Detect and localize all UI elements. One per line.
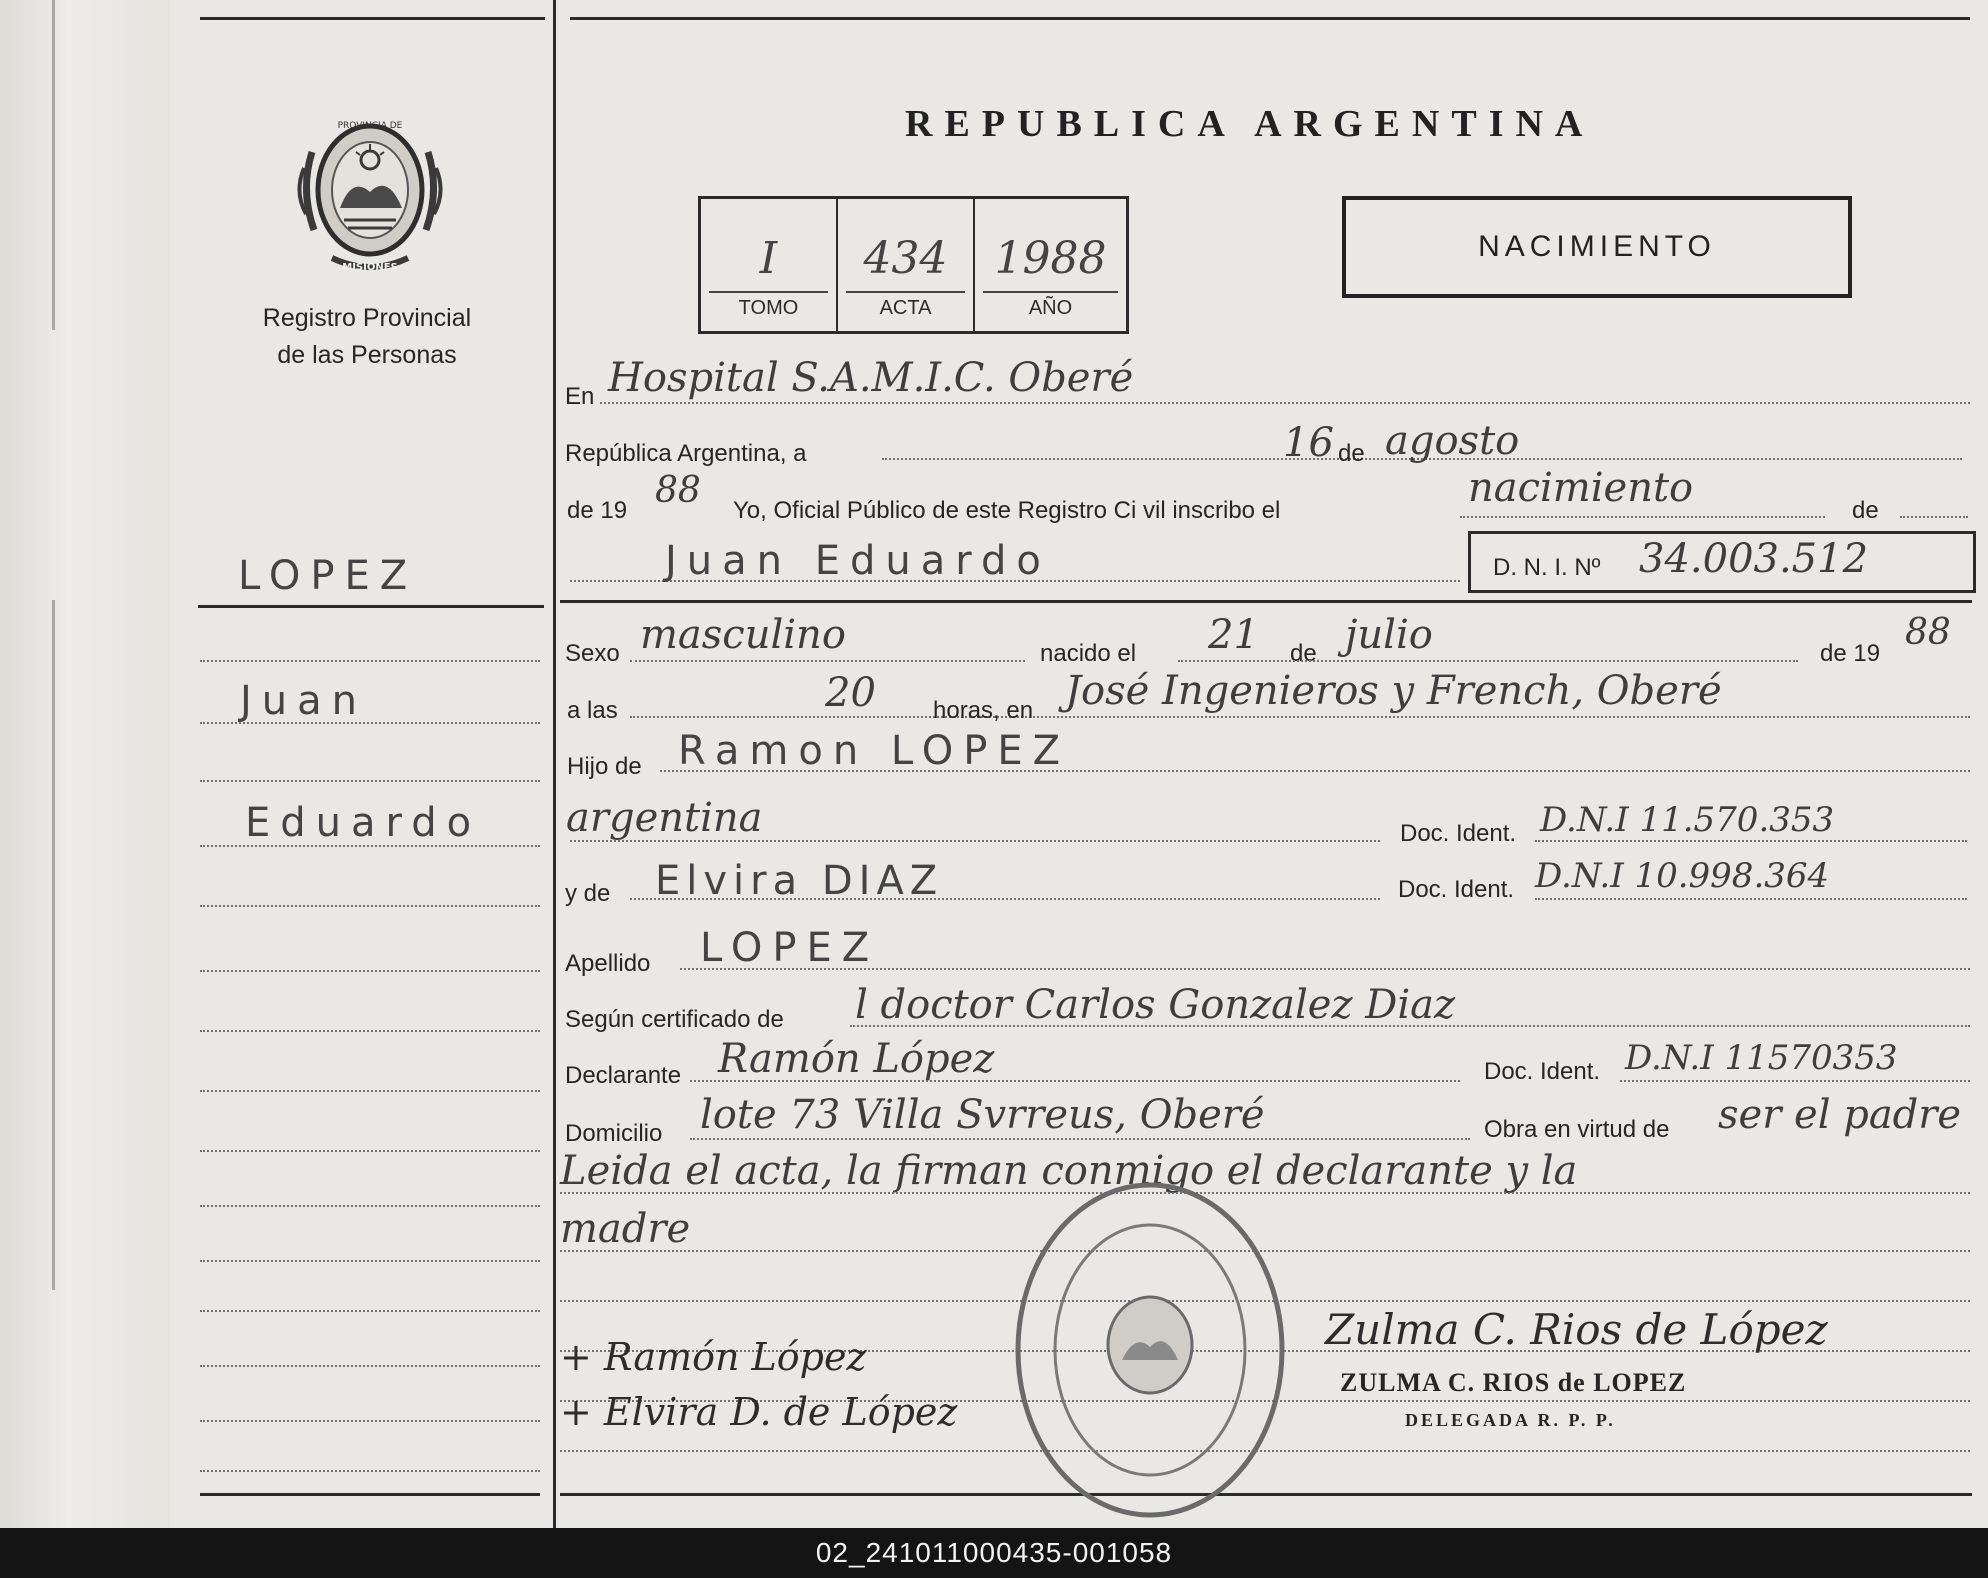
domicilio-line — [690, 1138, 1470, 1140]
sidebar-first-name: Juan — [240, 678, 368, 724]
official-name: ZULMA C. RIOS de LOPEZ — [1340, 1368, 1687, 1397]
registry-label-line2: de las Personas — [277, 341, 457, 369]
acta-label: ACTA — [879, 297, 932, 319]
country-title: REPUBLICA ARGENTINA — [905, 103, 1595, 145]
sexo-label: Sexo — [565, 640, 620, 667]
yde-label: y de — [565, 880, 611, 907]
birth-year-suffix: 88 — [1905, 612, 1951, 653]
provincial-crest-icon — [290, 108, 450, 278]
record-year-suffix: 88 — [655, 470, 701, 511]
sidebar-dotted-line — [200, 1470, 540, 1472]
apellido-value: LOPEZ — [700, 925, 880, 971]
father-doc: D.N.I 11.570.353 — [1540, 800, 1835, 840]
sidebar-dotted-line — [200, 905, 540, 907]
sexo-value: masculino — [640, 612, 846, 658]
closing-line-2: madre — [560, 1206, 691, 1252]
domicilio-label: Domicilio — [565, 1120, 663, 1147]
republica-label: República Argentina, a — [565, 440, 807, 467]
declarante-line — [690, 1080, 1460, 1082]
sidebar-dotted-line — [200, 1365, 540, 1367]
mother-line — [630, 898, 1380, 900]
nationality-line — [570, 840, 1380, 842]
registration-box — [698, 196, 1129, 334]
declarante-doc-label: Doc. Ident. — [1484, 1058, 1601, 1085]
sidebar-dotted-line — [200, 1310, 540, 1312]
binding-strip — [0, 0, 170, 1528]
sidebar-dotted-line — [200, 1150, 540, 1152]
en-label: En — [565, 383, 595, 410]
anio-value: 1988 — [994, 233, 1107, 284]
mother-doc: D.N.I 10.998.364 — [1535, 856, 1830, 896]
domicilio-value: lote 73 Villa Svrreus, Oberé — [700, 1092, 1265, 1138]
dni-box — [1468, 531, 1976, 593]
de-label-3: de — [1290, 640, 1317, 667]
official-text: Yo, Oficial Público de este Registro Ci vil inscribo el — [733, 497, 1281, 524]
sidebar-dotted-line — [200, 1090, 540, 1092]
signature-declarant: + Ramón López — [560, 1335, 867, 1379]
dni-label: D. N. I. Nº — [1493, 554, 1601, 581]
acta-value: 434 — [863, 233, 948, 284]
official-stamp-icon — [1010, 1175, 1290, 1525]
sidebar-dotted-line — [200, 780, 540, 782]
sidebar-dotted-line — [200, 1260, 540, 1262]
inscribe-value: nacimiento — [1468, 465, 1694, 511]
sidebar-dotted-line — [200, 1205, 540, 1207]
image-caption: 02_241011000435-001058 — [0, 1528, 1988, 1578]
father-nationality: argentina — [566, 795, 763, 841]
sidebar-rule — [198, 605, 544, 608]
sidebar-dotted-line — [200, 970, 540, 972]
obra-value: ser el padre — [1718, 1092, 1962, 1138]
de-label: de — [1338, 440, 1365, 467]
sexo-line — [630, 660, 1025, 662]
sidebar-dotted-line — [200, 845, 540, 847]
en-value: Hospital S.A.M.I.C. Oberé — [608, 355, 1134, 401]
record-day: 16 — [1283, 420, 1334, 466]
father-name: Ramon LOPEZ — [678, 728, 1071, 774]
tomo-label: TOMO — [738, 297, 799, 319]
tomo-cell — [701, 199, 838, 331]
birth-day: 21 — [1208, 612, 1259, 658]
apellido-label: Apellido — [565, 950, 651, 977]
de-line — [1900, 516, 1968, 518]
sidebar-dotted-line — [200, 1420, 540, 1422]
nacido-label: nacido el — [1040, 640, 1137, 667]
signature-mother: + Elvira D. de López — [560, 1390, 958, 1434]
birth-place: José Ingenieros y French, Oberé — [1065, 668, 1722, 714]
svg-text:MISIONES: MISIONES — [342, 262, 398, 273]
binding-ridge — [52, 0, 55, 330]
act-type: NACIMIENTO — [1478, 230, 1716, 263]
year-prefix: de 19 — [567, 497, 628, 524]
declarante-value: Ramón López — [718, 1036, 995, 1082]
closing-line-1: Leida el acta, la firman conmigo el declarante y la — [560, 1148, 1578, 1194]
top-rule — [200, 17, 545, 20]
sidebar-dotted-line — [200, 1030, 540, 1032]
bottom-rule — [200, 1493, 540, 1496]
birth-month: julio — [1345, 612, 1433, 658]
de-label-2: de — [1852, 497, 1879, 524]
anio-cell — [975, 199, 1126, 331]
mother-doc-line — [1535, 898, 1967, 900]
declarante-label: Declarante — [565, 1062, 682, 1089]
official-signature: Zulma C. Rios de López — [1325, 1305, 1828, 1354]
sidebar-dotted-line — [200, 660, 540, 662]
certificate-line — [850, 1025, 1970, 1027]
inscribe-line — [1460, 516, 1825, 518]
registry-label — [232, 300, 502, 374]
dni-value: 34.003.512 — [1639, 536, 1869, 582]
act-type-box — [1342, 196, 1852, 298]
apellido-line — [680, 968, 1970, 970]
mother-doc-label: Doc. Ident. — [1398, 876, 1515, 903]
declarante-doc: D.N.I 11570353 — [1625, 1038, 1898, 1078]
binding-ridge — [52, 600, 55, 1290]
obra-label: Obra en virtud de — [1484, 1116, 1670, 1143]
top-rule — [570, 17, 1970, 20]
sidebar-dotted-line — [200, 722, 540, 724]
hour-line — [630, 716, 1970, 718]
mother-name: Elvira DIAZ — [655, 858, 944, 904]
birth-year-prefix: de 19 — [1820, 640, 1881, 667]
registry-label-line1: Registro Provincial — [262, 304, 472, 332]
child-name: Juan Eduardo — [665, 538, 1051, 584]
section-rule — [560, 600, 1972, 603]
sidebar-middle-name: Eduardo — [245, 800, 482, 846]
official-title: DELEGADA R. P. P. — [1405, 1410, 1616, 1430]
sidebar-surname: LOPEZ — [238, 553, 418, 599]
father-doc-label: Doc. Ident. — [1400, 820, 1517, 847]
segun-label: Según certificado de — [565, 1006, 784, 1033]
birth-hour: 20 — [825, 670, 876, 716]
certificate-value: l doctor Carlos Gonzalez Diaz — [855, 982, 1456, 1028]
anio-label: AÑO — [1028, 297, 1073, 319]
father-doc-line — [1535, 840, 1967, 842]
acta-cell — [838, 199, 975, 331]
declarante-doc-line — [1620, 1080, 1970, 1082]
column-divider — [553, 0, 556, 1528]
horas-label: horas, en — [933, 697, 1034, 724]
birth-date-line — [1178, 660, 1798, 662]
hijo-label: Hijo de — [567, 753, 642, 780]
tomo-value: I — [759, 233, 778, 284]
record-month: agosto — [1385, 418, 1520, 464]
svg-text:PROVINCIA DE: PROVINCIA DE — [337, 121, 403, 131]
alas-label: a las — [567, 697, 618, 724]
en-line — [600, 402, 1970, 404]
